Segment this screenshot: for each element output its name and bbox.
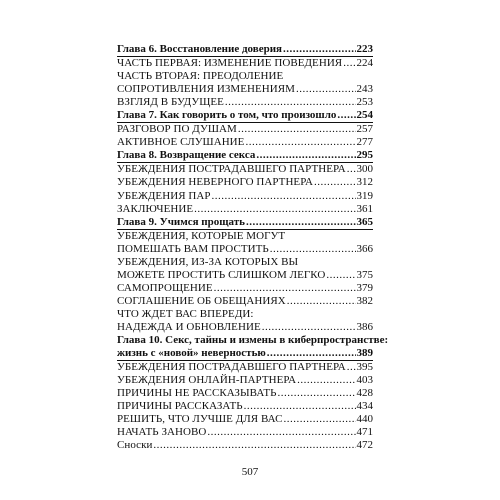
toc-entry-title: жизнь с «новой» неверностью bbox=[117, 347, 266, 360]
toc-page-number: 361 bbox=[356, 202, 373, 215]
toc-entry-line bbox=[117, 347, 373, 361]
toc-entry-title: СОГЛАШЕНИЕ ОБ ОБЕЩАНИЯХ bbox=[117, 294, 286, 307]
toc-entry-line bbox=[117, 269, 373, 282]
toc-page-number: 428 bbox=[356, 387, 373, 400]
toc-page-number: 471 bbox=[356, 426, 373, 439]
toc-entry-line-continued bbox=[117, 70, 373, 83]
dot-leader bbox=[283, 413, 355, 426]
toc-page-number: 312 bbox=[356, 176, 373, 189]
toc-section-entry bbox=[117, 413, 373, 426]
toc-page-number: 319 bbox=[356, 189, 373, 202]
toc-entry-title: Глава 6. Восстановление доверия bbox=[117, 43, 282, 55]
toc-chapter-entry bbox=[117, 334, 389, 361]
dot-leader bbox=[297, 374, 355, 387]
dot-leader bbox=[347, 361, 356, 374]
toc-entry-line bbox=[117, 96, 373, 109]
toc-page-number: 223 bbox=[356, 43, 373, 55]
toc-entry-title: АКТИВНОЕ СЛУШАНИЕ bbox=[117, 136, 245, 149]
toc-entry-title: ПРИЧИНЫ РАССКАЗАТЬ bbox=[117, 400, 243, 413]
toc-entry-line-continued bbox=[117, 230, 373, 243]
toc-entry-line bbox=[117, 43, 373, 57]
toc-entry-line bbox=[117, 190, 373, 203]
toc-page-number: 395 bbox=[356, 361, 373, 374]
dot-leader bbox=[270, 243, 356, 256]
toc-entry-title: НАЧАТЬ ЗАНОВО bbox=[117, 426, 207, 439]
toc-section-entry bbox=[117, 190, 373, 203]
dot-leader bbox=[246, 216, 356, 229]
toc-section-entry bbox=[117, 70, 373, 96]
toc-page-number: 253 bbox=[356, 96, 373, 109]
dot-leader bbox=[214, 282, 356, 295]
toc-section-entry bbox=[117, 136, 373, 149]
toc-page-number: 257 bbox=[356, 123, 373, 136]
dot-leader bbox=[262, 321, 356, 334]
dot-leader bbox=[347, 163, 356, 176]
toc-entry-line bbox=[117, 387, 373, 400]
toc-chapter-entry bbox=[117, 43, 373, 57]
toc-section-entry bbox=[117, 203, 373, 216]
dot-leader bbox=[296, 83, 356, 96]
toc-section-entry bbox=[117, 176, 373, 189]
toc-entry-line bbox=[117, 83, 373, 96]
toc-chapter-entry bbox=[117, 109, 373, 123]
toc-entry-line bbox=[117, 243, 373, 256]
toc-page-number: 375 bbox=[356, 268, 373, 281]
toc-section-entry bbox=[117, 308, 373, 334]
toc-entry-title: Глава 8. Возвращение секса bbox=[117, 149, 256, 162]
toc-page-number: 386 bbox=[356, 320, 373, 333]
dot-leader bbox=[212, 190, 356, 203]
toc-entry-line-continued bbox=[117, 308, 373, 321]
dot-leader bbox=[314, 176, 356, 189]
toc-entry-line bbox=[117, 282, 373, 295]
toc-page-number: 472 bbox=[356, 439, 373, 452]
toc-entry-line-continued bbox=[117, 256, 373, 269]
dot-leader bbox=[283, 43, 356, 56]
toc-section-entry bbox=[117, 256, 373, 282]
toc-entry-title: УБЕЖДЕНИЯ, КОТОРЫЕ МОГУТ bbox=[117, 229, 286, 242]
toc-entry-line bbox=[117, 413, 373, 426]
toc-chapter-entry bbox=[117, 439, 373, 452]
dot-leader bbox=[245, 136, 355, 149]
toc-entry-title: Глава 7. Как говорить о том, что произошло bbox=[117, 109, 337, 122]
toc-entry-title: УБЕЖДЕНИЯ НЕВЕРНОГО ПАРТНЕРА bbox=[117, 176, 313, 189]
dot-leader bbox=[153, 439, 355, 452]
toc-entry-title: Сноски bbox=[117, 439, 153, 452]
toc-entry-title: УБЕЖДЕНИЯ ПОСТРАДАВШЕГО ПАРТНЕРА bbox=[117, 361, 346, 374]
toc-section-entry bbox=[117, 295, 373, 308]
toc-section-entry bbox=[117, 282, 373, 295]
toc-entry-title: НАДЕЖДА И ОБНОВЛЕНИЕ bbox=[117, 320, 261, 333]
toc-section-entry bbox=[117, 96, 373, 109]
toc-section-entry bbox=[117, 387, 373, 400]
toc-page-number: 382 bbox=[356, 294, 373, 307]
toc-page-number: 243 bbox=[356, 83, 373, 96]
toc-page-number: 379 bbox=[356, 281, 373, 294]
toc-entry-title: САМОПРОЩЕНИЕ bbox=[117, 281, 213, 294]
toc-entry-title: Глава 9. Учимся прощать bbox=[117, 215, 245, 228]
toc-page-number: 366 bbox=[356, 242, 373, 255]
toc-section-entry bbox=[117, 400, 373, 413]
toc-entry-line bbox=[117, 203, 373, 216]
toc-entry-line bbox=[117, 123, 373, 136]
toc-entry-title: ПРИЧИНЫ НЕ РАССКАЗЫВАТЬ bbox=[117, 387, 277, 400]
toc-entry-title: УБЕЖДЕНИЯ, ИЗ-ЗА КОТОРЫХ ВЫ bbox=[117, 255, 299, 268]
dot-leader bbox=[278, 387, 356, 400]
toc-entry-title: УБЕЖДЕНИЯ ОНЛАЙН-ПАРТНЕРА bbox=[117, 374, 297, 387]
toc-section-entry bbox=[117, 426, 373, 439]
toc-entry-line bbox=[117, 176, 373, 189]
toc-chapter-entry bbox=[117, 216, 373, 230]
toc-page-number: 440 bbox=[356, 413, 373, 426]
toc-entry-title: ЗАКЛЮЧЕНИЕ bbox=[117, 202, 194, 215]
toc-section-entry bbox=[117, 123, 373, 136]
toc-entry-line bbox=[117, 216, 373, 230]
toc-entry-title: РЕШИТЬ, ЧТО ЛУЧШЕ ДЛЯ ВАС bbox=[117, 413, 283, 426]
toc-entry-line bbox=[117, 400, 373, 413]
dot-leader bbox=[337, 109, 355, 122]
dot-leader bbox=[256, 149, 355, 162]
toc-page-number: 224 bbox=[356, 57, 373, 70]
toc-section-entry bbox=[117, 57, 373, 70]
toc-entry-title: УБЕЖДЕНИЯ ПОСТРАДАВШЕГО ПАРТНЕРА bbox=[117, 163, 346, 176]
toc-entry-title: Глава 10. Секс, тайны и измены в киберпространстве: bbox=[117, 334, 389, 347]
dot-leader bbox=[238, 123, 356, 136]
toc-entry-title: СОПРОТИВЛЕНИЯ ИЗМЕНЕНИЯМ bbox=[117, 83, 295, 96]
page-number: 507 bbox=[241, 466, 259, 478]
toc-page-number: 434 bbox=[356, 400, 373, 413]
dot-leader bbox=[326, 269, 355, 282]
dot-leader bbox=[343, 57, 355, 70]
toc-section-entry bbox=[117, 230, 373, 256]
toc-entry-title: ВЗГЛЯД В БУДУЩЕЕ bbox=[117, 96, 224, 109]
toc-entry-title: ЧАСТЬ ВТОРАЯ: ПРЕОДОЛЕНИЕ bbox=[117, 70, 284, 83]
toc-entry-line bbox=[117, 439, 373, 452]
toc-section-entry bbox=[117, 374, 373, 387]
toc-entry-line bbox=[117, 136, 373, 149]
toc-chapter-entry bbox=[117, 149, 373, 163]
toc-entry-line bbox=[117, 426, 373, 439]
toc-entry-line bbox=[117, 163, 373, 176]
toc-entry-title: ЧТО ЖДЕТ ВАС ВПЕРЕДИ: bbox=[117, 307, 254, 320]
toc-entry-line bbox=[117, 295, 373, 308]
toc-page-number: 295 bbox=[356, 149, 373, 162]
dot-leader bbox=[225, 96, 356, 109]
toc-page-number: 365 bbox=[356, 215, 373, 228]
toc-page-number: 254 bbox=[356, 109, 373, 122]
toc-entry-title: РАЗГОВОР ПО ДУШАМ bbox=[117, 123, 237, 136]
dot-leader bbox=[207, 426, 355, 439]
toc-entry-line bbox=[117, 109, 373, 123]
table-of-contents bbox=[117, 43, 389, 452]
toc-section-entry bbox=[117, 163, 373, 176]
dot-leader bbox=[267, 347, 356, 360]
toc-entry-line bbox=[117, 57, 373, 70]
toc-page-number: 277 bbox=[356, 136, 373, 149]
toc-entry-title: ЧАСТЬ ПЕРВАЯ: ИЗМЕНЕНИЕ ПОВЕДЕНИЯ bbox=[117, 57, 343, 70]
toc-page-number: 300 bbox=[356, 163, 373, 176]
toc-entry-line-continued bbox=[117, 334, 389, 347]
toc-entry-line bbox=[117, 149, 373, 163]
toc-entry-line bbox=[117, 361, 373, 374]
dot-leader bbox=[194, 203, 355, 216]
dot-leader bbox=[287, 295, 356, 308]
toc-page-number: 389 bbox=[356, 347, 373, 360]
toc-page-number: 403 bbox=[356, 374, 373, 387]
toc-entry-title: УБЕЖДЕНИЯ ПАР bbox=[117, 189, 211, 202]
toc-entry-line bbox=[117, 321, 373, 334]
toc-entry-line bbox=[117, 374, 373, 387]
dot-leader bbox=[244, 400, 356, 413]
toc-section-entry bbox=[117, 361, 373, 374]
toc-entry-title: ПОМЕШАТЬ ВАМ ПРОСТИТЬ bbox=[117, 242, 269, 255]
toc-entry-title: МОЖЕТЕ ПРОСТИТЬ СЛИШКОМ ЛЕГКО bbox=[117, 268, 326, 281]
